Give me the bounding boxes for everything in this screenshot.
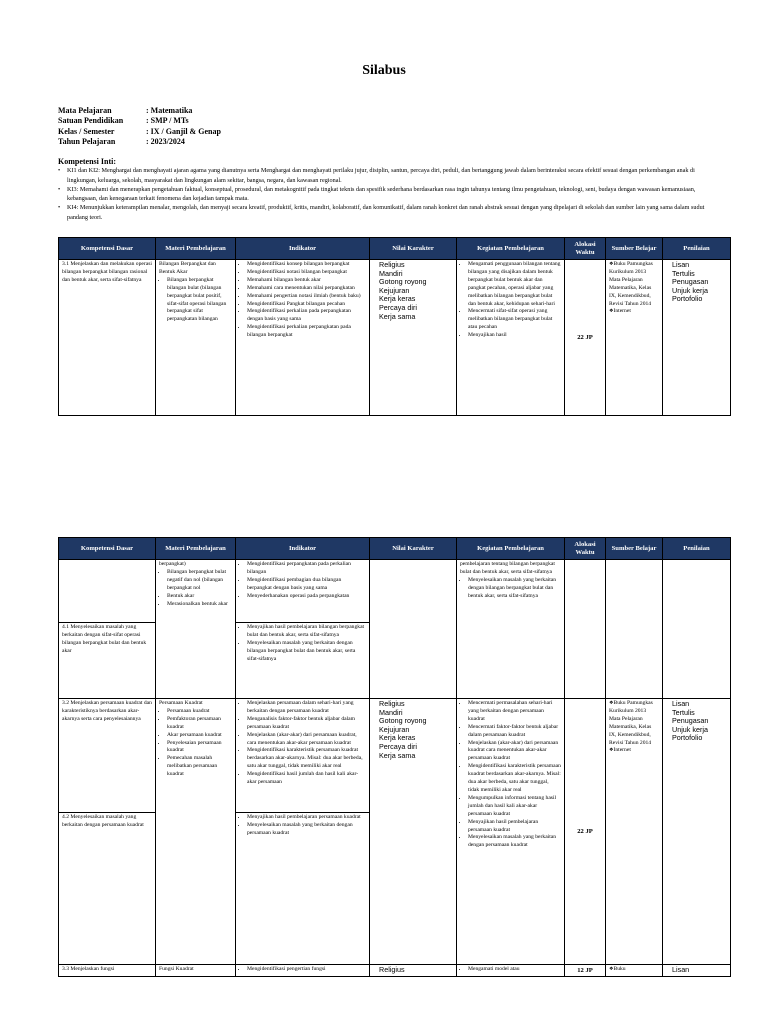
kegiatan-continuation: pembelajaran tentang bilangan berpangkat bulat dan bentuk akar, serta sifat-sifatnya: [460, 561, 555, 575]
list-item: • Menganalisis faktor-faktor bentuk aljabar dalam persamaan kuadrat: [247, 716, 366, 732]
syllabus-table-2: [58, 537, 731, 977]
list-item: • Kerja keras: [379, 734, 453, 743]
kd-cell: 4.2 Menyelesaikan masalah yang berkaitan dengan persamaan kuadrat: [59, 813, 156, 965]
list-item: • Penugasan: [672, 717, 727, 726]
list-item: • Menyelesaikan masalah yang berkaitan dengan persamaan kuadrat: [468, 834, 561, 850]
list-item: • Religius: [379, 700, 453, 709]
meta-value: : Matematika: [146, 106, 193, 115]
list-item: • Mengidentifikasi pembagian dua bilangan berpangkat dengan basis yang sama: [247, 577, 366, 593]
list-item: • Persamaan kuadrat: [167, 708, 232, 716]
list-item: • Unjuk kerja: [672, 726, 727, 735]
meta-value: : 2023/2024: [146, 136, 185, 146]
list-item: • Menyajikan hasil pembelajaran bilangan berpangkat bulat dan bentuk akar, serta sifat-sifatnya: [247, 624, 366, 640]
list-item: • Mencermati faktor-faktor bentuk aljabar dalam persamaan kuadrat: [468, 724, 561, 740]
nilai-cell: [370, 560, 457, 699]
list-item: • Portofolio: [672, 734, 727, 743]
alokasi-cell: [565, 560, 606, 699]
col-header: Indikator: [236, 538, 370, 560]
table-header-row: [59, 538, 731, 560]
list-item: • Mengidentifikasi Pangkat bilangan pecahan: [247, 301, 366, 309]
list-item: • Penyelesaian persamaan kuadrat: [167, 740, 232, 756]
list-item: • Menjelaskan persamaan dalam sehari-hari yang berkaitan dengan persamaan kuadrat: [247, 700, 366, 716]
col-header: Indikator: [236, 238, 370, 260]
meta-label: Kelas / Semester: [58, 126, 115, 136]
list-item: • Memahami bilangan bentuk akar: [247, 277, 366, 285]
list-item: • Mengidentifikasi hasil jumlah dan hasil kali akar-akar persamaan: [247, 771, 366, 787]
materi-heading: Bilangan Berpangkat dan Bentuk Akar: [159, 261, 216, 275]
list-item: • Bilangan berpangkat bulat negatif dan nol (bilangan berpangkat nol: [167, 569, 232, 593]
list-item: • Kerja sama: [379, 313, 453, 322]
table-header-row: [59, 238, 731, 260]
penilaian-cell: [663, 965, 731, 977]
list-item: • Mengumpulkan informasi tentang hasil jumlah dan hasil kali akar-akar persamaan kuadrat: [468, 795, 561, 819]
list-item: • Merasionalkan bentuk akar: [167, 601, 232, 609]
indikator-cell: [236, 260, 370, 416]
list-item: • Kejujuran: [379, 287, 453, 296]
list-item: • Mengidentifikasi pengertian fungsi: [247, 966, 366, 974]
col-header: Nilai Karakter: [370, 538, 457, 560]
col-header: Sumber Belajar: [606, 238, 663, 260]
list-item: • Menyelesaikan masalah yang berkaitan dengan persamaan kuadrat: [247, 822, 366, 838]
meta-value: : SMP / MTs: [146, 116, 189, 126]
list-item: • Religius: [379, 966, 453, 975]
list-item: • Kejujuran: [379, 726, 453, 735]
list-item: • Menyelesaikan masalah yang berkaitan dengan bilangan berpangkat bulat dan bentuk akar, serta sifat-sifatnya: [468, 577, 561, 601]
list-item: ❖ Buku Pamungkas Kurikulum 2013 Mata Pelajaran Matematika, Kelas IX, Kemendikbud, Revisi Tahun 2014: [609, 261, 659, 308]
list-item: • Tertulis: [672, 270, 727, 279]
list-item: • Menyajikan hasil pembelajaran persamaan kuadrat: [247, 814, 366, 822]
list-item: • Bilangan berpangkat bilangan bulat (bilangan berpangkat bulat positif, sifat-sifat operasi bilangan berpangkat sifat perpangkatan bilangan: [167, 277, 232, 324]
table-row: [59, 560, 731, 623]
list-item: • Memahami cara menentukan nilai perpangkatan: [247, 285, 366, 293]
subject-info: [58, 106, 221, 147]
list-item: • Mengidentifikasi konsep bilangan berpangkat: [247, 261, 366, 269]
list-item: ❖ Buku: [609, 966, 659, 974]
materi-cell: Fungsi Kuadrat: [156, 965, 236, 977]
list-item: • Mencermati sifat-sifat operasi yang melibatkan bilangan berpangkat bulat atau pecahan: [468, 308, 561, 332]
sumber-cell: [606, 699, 663, 965]
materi-cell: [156, 260, 236, 416]
list-item: • Pemecahan masalah melibatkan persamaan kuadrat: [167, 755, 232, 779]
col-header: Alokasi Waktu: [565, 538, 606, 560]
list-item: • Akar persamaan kuadrat: [167, 732, 232, 740]
materi-cell: [156, 560, 236, 699]
list-item: • Religius: [379, 261, 453, 270]
list-item: • Mencermati permasalahan sehari-hari yang berkaitan dengan persamaan kuadrat: [468, 700, 561, 724]
list-item: • Mengidentifikasi perpangkatan pada perkalian bilangan: [247, 561, 366, 577]
list-item: • Unjuk kerja: [672, 287, 727, 296]
list-item: • Percaya diri: [379, 743, 453, 752]
indikator-cell: [236, 965, 370, 977]
meta-label: Mata Pelajaran: [58, 106, 112, 115]
col-header: Alokasi Waktu: [565, 238, 606, 260]
list-item: • Mengidentifikasi perkalian perpangkatan pada bilangan berpangkat: [247, 324, 366, 340]
list-item: • Lisan: [672, 966, 727, 975]
kompetensi-inti: [58, 157, 724, 222]
col-header: Kompetensi Dasar: [59, 538, 156, 560]
list-item: • Mengidentifikasi perkalian pada perpangkatan dengan basis yang sama: [247, 308, 366, 324]
list-item: • Gotong royong: [379, 278, 453, 287]
kegiatan-cell: [457, 560, 565, 699]
nilai-cell: [370, 965, 457, 977]
alokasi-cell: 22 JP: [565, 699, 606, 965]
kegiatan-cell: [457, 965, 565, 977]
ki-heading: Kompetensi Inti:: [58, 157, 116, 166]
kegiatan-cell: [457, 260, 565, 416]
list-item: • Menjelaskan (akar-akar) dari persamaan kuadrat, cara menentukan akar-akar persamaan kuadrat: [247, 732, 366, 748]
list-item: • Menyederhanakan operasi pada perpangkatan: [247, 593, 366, 601]
kd-cell: 3.3 Menjelaskan fungsi: [59, 965, 156, 977]
ki-text: KI4: Menunjukkan keterampilan menalar, mengolah, dan menyaji secara kreatif, produktif, kritis, mandiri, kolaboratif, dan komunikatif, dalam ranah konkret dan ranah abstrak sesuai dengan yang dipelajari di sekolah dan sumber lain yang sama dalam sudut pandang teori.: [67, 204, 705, 221]
sumber-cell: [606, 965, 663, 977]
list-item: • Lisan: [672, 261, 727, 270]
ki-text: KI3: Memahami dan menerapkan pengetahuan faktual, konseptual, prosedural, dan metakognitif pada tingkat teknis dan spesifik sederhana berdasarkan rasa ingin tahunya tentang ilmu pengetahuan, teknologi, seni, budaya dengan wawasan kemanusiaan, kebangsaan, dan kenegaraan terkait fenomena dan kejadian tampak mata.: [67, 185, 696, 203]
list-item: • Pemfaktoran persamaan kuadrat: [167, 716, 232, 732]
list-item: • Mandiri: [379, 270, 453, 279]
list-item: • Lisan: [672, 700, 727, 709]
list-item: • Menyajikan hasil pembelajaran persamaan kuadrat: [468, 819, 561, 835]
col-header: Nilai Karakter: [370, 238, 457, 260]
penilaian-cell: [663, 560, 731, 699]
alokasi-cell: 12 JP: [565, 965, 606, 977]
sumber-cell: [606, 260, 663, 416]
col-header: Kegiatan Pembelajaran: [457, 238, 565, 260]
col-header: Materi Pembelajaran: [156, 238, 236, 260]
list-item: • Mandiri: [379, 709, 453, 718]
list-item: • Menyajikan hasil: [468, 332, 561, 340]
list-item: • Tertulis: [672, 709, 727, 718]
list-item: • Portofolio: [672, 295, 727, 304]
list-item: • Kerja keras: [379, 295, 453, 304]
list-item: • Mengamati penggunaan bilangan tentang bilangan yang disajikan dalam bentuk berpangkat bulat bentuk akar dan pangkat pecahan, operasi aljabar yang melibatkan bilangan berpangkat bulat dan bentuk akar, kehidupan sehari-hari: [468, 261, 561, 308]
kd-cell: 3.1 Menjelaskan dan melakukan operasi bilangan berpangkat bilangan rasional dan bentuk akar, serta sifat-sifatnya: [59, 260, 156, 416]
list-item: • Menjelaskan (akar-akar) dari persamaan kuadrat cara menentukan akar-akar persamaan kuadrat: [468, 740, 561, 764]
ki-item: • KI4: Menunjukkan keterampilan menalar, mengolah, dan menyaji secara kreatif, produktif, kritis, mandiri, kolaboratif, dan komunikatif, dalam ranah konkret dan ranah abstrak sesuai dengan yang dipelajari di sekolah dan sumber lain yang sama dalam sudut pandang teori.: [58, 203, 724, 222]
table-row: [59, 260, 731, 416]
kd-cell: 4.1 Menyelesaikan masalah yang berkaitan dengan sifat-sifat operasi bilangan berpangkat bulat dan bentuk akar: [59, 623, 156, 699]
list-item: • Percaya diri: [379, 304, 453, 313]
col-header: Kegiatan Pembelajaran: [457, 538, 565, 560]
col-header: Penilaian: [663, 538, 731, 560]
list-item: • Mengidentifikasi karakteristik persamaan kuadrat berdasarkan akar-akarnya. Misal: dua akar berbeda, satu akar tunggal, tidak memiliki akar real: [247, 747, 366, 771]
indikator-cell: [236, 699, 370, 813]
col-header: Sumber Belajar: [606, 538, 663, 560]
list-item: ❖ Buku Pamungkas Kurikulum 2013 Mata Pelajaran Matematika, Kelas IX, Kemendikbud, Revisi Tahun 2014: [609, 700, 659, 747]
list-item: • Mengidentifikasi notasi bilangan berpangkat: [247, 269, 366, 277]
list-item: • Bentuk akar: [167, 593, 232, 601]
list-item: • Menyelesaikan masalah yang berkaitan dengan bilangan berpangkat bulat dan bentuk akar, serta sifat-sifatnya: [247, 640, 366, 664]
ki-text: KI1 dan KI2: Menghargai dan menghayati ajaran agama yang dianutnya serta Menghargai dan menghayati perilaku jujur, disiplin, santun, percaya diri, peduli, dan bertanggung jawab dalam berinteraksi secara efektif sesuai dengan perkembangan anak di lingkungan, keluarga, sekolah, masyarakat dan lingkungan alam sekitar, bangsa, negara, dan kawasan regional.: [67, 167, 695, 184]
penilaian-cell: [663, 699, 731, 965]
sumber-cell: [606, 560, 663, 699]
meta-label: Tahun Pelajaran: [58, 136, 116, 146]
ki-item: • KI1 dan KI2: Menghargai dan menghayati ajaran agama yang dianutnya serta Menghargai dan menghayati perilaku jujur, disiplin, santun, percaya diri, peduli, dan bertanggung jawab dalam berinteraksi secara efektif sesuai dengan perkembangan anak di lingkungan, keluarga, sekolah, masyarakat dan lingkungan alam sekitar, bangsa, negara, dan kawasan regional.: [58, 166, 724, 185]
list-item: ❖ Internet: [609, 747, 659, 755]
col-header: Penilaian: [663, 238, 731, 260]
nilai-cell: [370, 260, 457, 416]
syllabus-table-1: [58, 237, 731, 416]
col-header: Kompetensi Dasar: [59, 238, 156, 260]
nilai-cell: [370, 699, 457, 965]
penilaian-cell: [663, 260, 731, 416]
materi-cell: [156, 699, 236, 965]
kd-cell: 3.2 Menjelaskan persamaan kuadrat dan karakteristiknya berdasarkan akar-akarnya serta cara penyelesaiannya: [59, 699, 156, 813]
col-header: Materi Pembelajaran: [156, 538, 236, 560]
table-row: [59, 699, 731, 813]
kd-cell: [59, 560, 156, 623]
alokasi-cell: 22 JP: [565, 260, 606, 416]
table-row: [59, 965, 731, 977]
indikator-cell: [236, 560, 370, 623]
list-item: ❖ Internet: [609, 308, 659, 316]
list-item: • Mengamati model atau: [468, 966, 561, 974]
materi-heading: Persamaan Kuadrat: [159, 700, 203, 706]
indikator-cell: [236, 623, 370, 699]
meta-label: Satuan Pendidikan: [58, 116, 124, 126]
indikator-cell: [236, 813, 370, 965]
list-item: • Mengidentifikasi karakteristik persamaan kuadrat berdasarkan akar-akarnya. Misal: dua akar berbeda, satu akar tunggal, tidak memiliki akar real: [468, 763, 561, 795]
document-title: Silabus: [362, 63, 406, 78]
ki-item: • KI3: Memahami dan menerapkan pengetahuan faktual, konseptual, prosedural, dan metakognitif pada tingkat teknis dan spesifik sederhana berdasarkan rasa ingin tahunya tentang ilmu pengetahuan, teknologi, seni, budaya dengan wawasan kemanusiaan, kebangsaan, dan kenegaraan terkait fenomena dan kejadian tampak mata.: [58, 185, 724, 204]
materi-continuation: berpangkat): [159, 561, 186, 567]
list-item: • Memahami pengertian notasi ilmiah (bentuk baku): [247, 293, 366, 301]
list-item: • Penugasan: [672, 278, 727, 287]
list-item: • Kerja sama: [379, 752, 453, 761]
kegiatan-cell: [457, 699, 565, 965]
meta-value: : IX / Ganjil & Genap: [146, 126, 221, 136]
list-item: • Gotong royong: [379, 717, 453, 726]
